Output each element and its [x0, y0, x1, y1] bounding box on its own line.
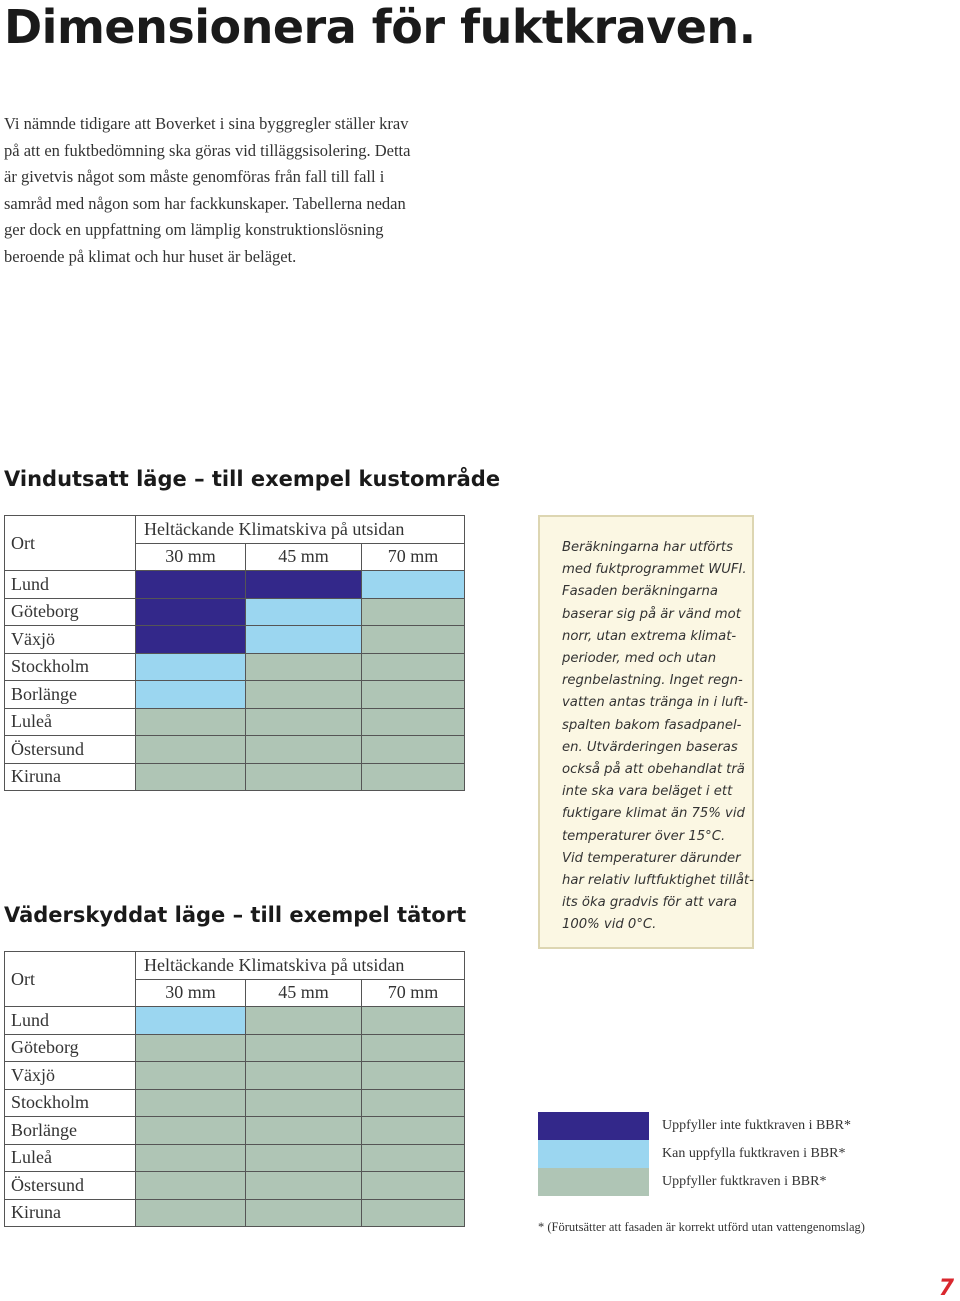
result-cell	[362, 598, 465, 626]
thickness-header: 70 mm	[362, 543, 465, 571]
result-cell	[362, 1172, 465, 1200]
table-row	[5, 571, 465, 599]
table-row	[5, 1117, 465, 1145]
column-group-header: Heltäckande Klimatskiva på utsidan	[136, 516, 465, 544]
thickness-header: 30 mm	[136, 543, 246, 571]
info-line: Vid temperaturer därunder	[562, 850, 741, 866]
city-cell: Kiruna	[5, 1199, 136, 1227]
legend-swatch	[538, 1140, 649, 1168]
info-line: en. Utvärderingen baseras	[562, 739, 738, 755]
result-cell	[136, 626, 246, 654]
result-cell	[362, 626, 465, 654]
result-cell	[246, 653, 362, 681]
info-line: regnbelastning. Inget regn-	[562, 673, 743, 689]
city-cell: Göteborg	[5, 598, 136, 626]
result-cell	[246, 1034, 362, 1062]
result-cell	[136, 1117, 246, 1145]
city-cell: Växjö	[5, 626, 136, 654]
info-line: vatten antas tränga in i luft-	[562, 695, 748, 711]
result-cell	[246, 763, 362, 791]
result-cell	[136, 653, 246, 681]
result-cell	[246, 1062, 362, 1090]
result-cell	[136, 1172, 246, 1200]
result-cell	[362, 763, 465, 791]
page-number: 7	[938, 1276, 954, 1301]
result-cell	[362, 1034, 465, 1062]
city-cell: Borlänge	[5, 681, 136, 709]
city-cell: Lund	[5, 1007, 136, 1035]
table-row	[5, 1172, 465, 1200]
result-cell	[246, 1199, 362, 1227]
result-cell	[362, 736, 465, 764]
thickness-header: 30 mm	[136, 979, 246, 1007]
table-exposed	[4, 515, 465, 791]
result-cell	[362, 1089, 465, 1117]
result-cell	[246, 626, 362, 654]
table-header-row	[5, 952, 465, 980]
result-cell	[362, 681, 465, 709]
table-row	[5, 598, 465, 626]
result-cell	[136, 708, 246, 736]
legend-label: Uppfyller fuktkraven i BBR*	[662, 1174, 827, 1189]
info-line: norr, utan extrema klimat-	[562, 628, 737, 644]
legend-label: Uppfyller inte fuktkraven i BBR*	[662, 1118, 851, 1133]
intro-line: Vi nämnde tidigare att Boverket i sina byggregler ställer krav	[4, 114, 409, 133]
city-cell: Växjö	[5, 1062, 136, 1090]
city-cell: Luleå	[5, 1144, 136, 1172]
table-row	[5, 708, 465, 736]
info-line: spalten bakom fasadpanel-	[562, 717, 742, 733]
result-cell	[136, 763, 246, 791]
thickness-header: 70 mm	[362, 979, 465, 1007]
result-cell	[136, 1089, 246, 1117]
table-row	[5, 1089, 465, 1117]
result-cell	[246, 1117, 362, 1145]
result-cell	[362, 1199, 465, 1227]
column-header-ort: Ort	[5, 516, 136, 571]
intro-line: är givetvis något som måste genomföras från fall till fall i	[4, 167, 385, 186]
table-row	[5, 1062, 465, 1090]
result-cell	[136, 1062, 246, 1090]
heading-sheltered: Väderskyddat läge – till exempel tätort	[4, 903, 467, 927]
table-row	[5, 1199, 465, 1227]
result-cell	[246, 1144, 362, 1172]
info-line: Beräkningarna har utförts	[562, 540, 733, 555]
result-cell	[246, 1089, 362, 1117]
heading-exposed: Vindutsatt läge – till exempel kustområde	[4, 467, 501, 491]
city-cell: Göteborg	[5, 1034, 136, 1062]
table-row	[5, 736, 465, 764]
result-cell	[362, 653, 465, 681]
legend-label: Kan uppfylla fuktkraven i BBR*	[662, 1146, 846, 1161]
table-row	[5, 626, 465, 654]
result-cell	[136, 681, 246, 709]
result-cell	[246, 1172, 362, 1200]
info-line: har relativ luftfuktighet tillåt-	[562, 873, 754, 889]
result-cell	[246, 1007, 362, 1035]
intro-line: på att en fuktbedömning ska göras vid tilläggsisolering. Detta	[4, 140, 411, 160]
result-cell	[362, 1144, 465, 1172]
city-cell: Luleå	[5, 708, 136, 736]
city-cell: Östersund	[5, 736, 136, 764]
result-cell	[246, 681, 362, 709]
info-box	[538, 515, 754, 949]
result-cell	[136, 598, 246, 626]
table-row	[5, 763, 465, 791]
column-group-header: Heltäckande Klimatskiva på utsidan	[136, 952, 465, 980]
info-line: perioder, med och utan	[562, 651, 717, 667]
result-cell	[136, 736, 246, 764]
table-row	[5, 1144, 465, 1172]
result-cell	[136, 1199, 246, 1227]
intro-paragraph	[4, 111, 434, 270]
info-line: också på att obehandlat trä	[562, 762, 745, 778]
result-cell	[362, 708, 465, 736]
info-line: Fasaden beräkningarna	[562, 584, 718, 600]
city-cell: Lund	[5, 571, 136, 599]
thickness-header: 45 mm	[246, 543, 362, 571]
intro-line: samråd med någon som har fackkunskaper. Tabellerna nedan	[4, 193, 406, 213]
result-cell	[362, 571, 465, 599]
result-cell	[136, 1007, 246, 1035]
legend-swatch	[538, 1168, 649, 1196]
result-cell	[246, 708, 362, 736]
info-line: baserar sig på är vänd mot	[562, 606, 741, 622]
info-line: 100% vid 0°C.	[562, 917, 657, 933]
column-header-ort: Ort	[5, 952, 136, 1007]
table-row	[5, 653, 465, 681]
result-cell	[246, 598, 362, 626]
info-line: its öka gradvis för att vara	[562, 895, 737, 911]
city-cell: Stockholm	[5, 1089, 136, 1117]
city-cell: Kiruna	[5, 763, 136, 791]
result-cell	[362, 1062, 465, 1090]
legend-swatch	[538, 1112, 649, 1140]
result-cell	[362, 1117, 465, 1145]
result-cell	[136, 1144, 246, 1172]
info-line: inte ska vara beläget i ett	[562, 784, 733, 800]
intro-line: ger dock en uppfattning om lämplig konstruktionslösning	[4, 220, 384, 239]
info-line: med fuktprogrammet WUFI.	[562, 562, 747, 578]
thickness-header: 45 mm	[246, 979, 362, 1007]
result-cell	[136, 571, 246, 599]
city-cell: Östersund	[5, 1172, 136, 1200]
footnote: * (Förutsätter att fasaden är korrekt utförd utan vattengenomslag)	[538, 1220, 865, 1234]
result-cell	[136, 1034, 246, 1062]
page-title: Dimensionera för fuktkraven.	[4, 0, 756, 54]
table-sheltered	[4, 951, 465, 1227]
table-row	[5, 1007, 465, 1035]
info-line: fuktigare klimat än 75% vid	[562, 806, 745, 822]
table-row	[5, 681, 465, 709]
table-row	[5, 1034, 465, 1062]
result-cell	[246, 571, 362, 599]
info-line: temperaturer över 15°C.	[562, 828, 726, 844]
result-cell	[362, 1007, 465, 1035]
table-header-row	[5, 516, 465, 544]
city-cell: Borlänge	[5, 1117, 136, 1145]
intro-line: beroende på klimat och hur huset är beläget.	[4, 246, 297, 266]
city-cell: Stockholm	[5, 653, 136, 681]
result-cell	[246, 736, 362, 764]
